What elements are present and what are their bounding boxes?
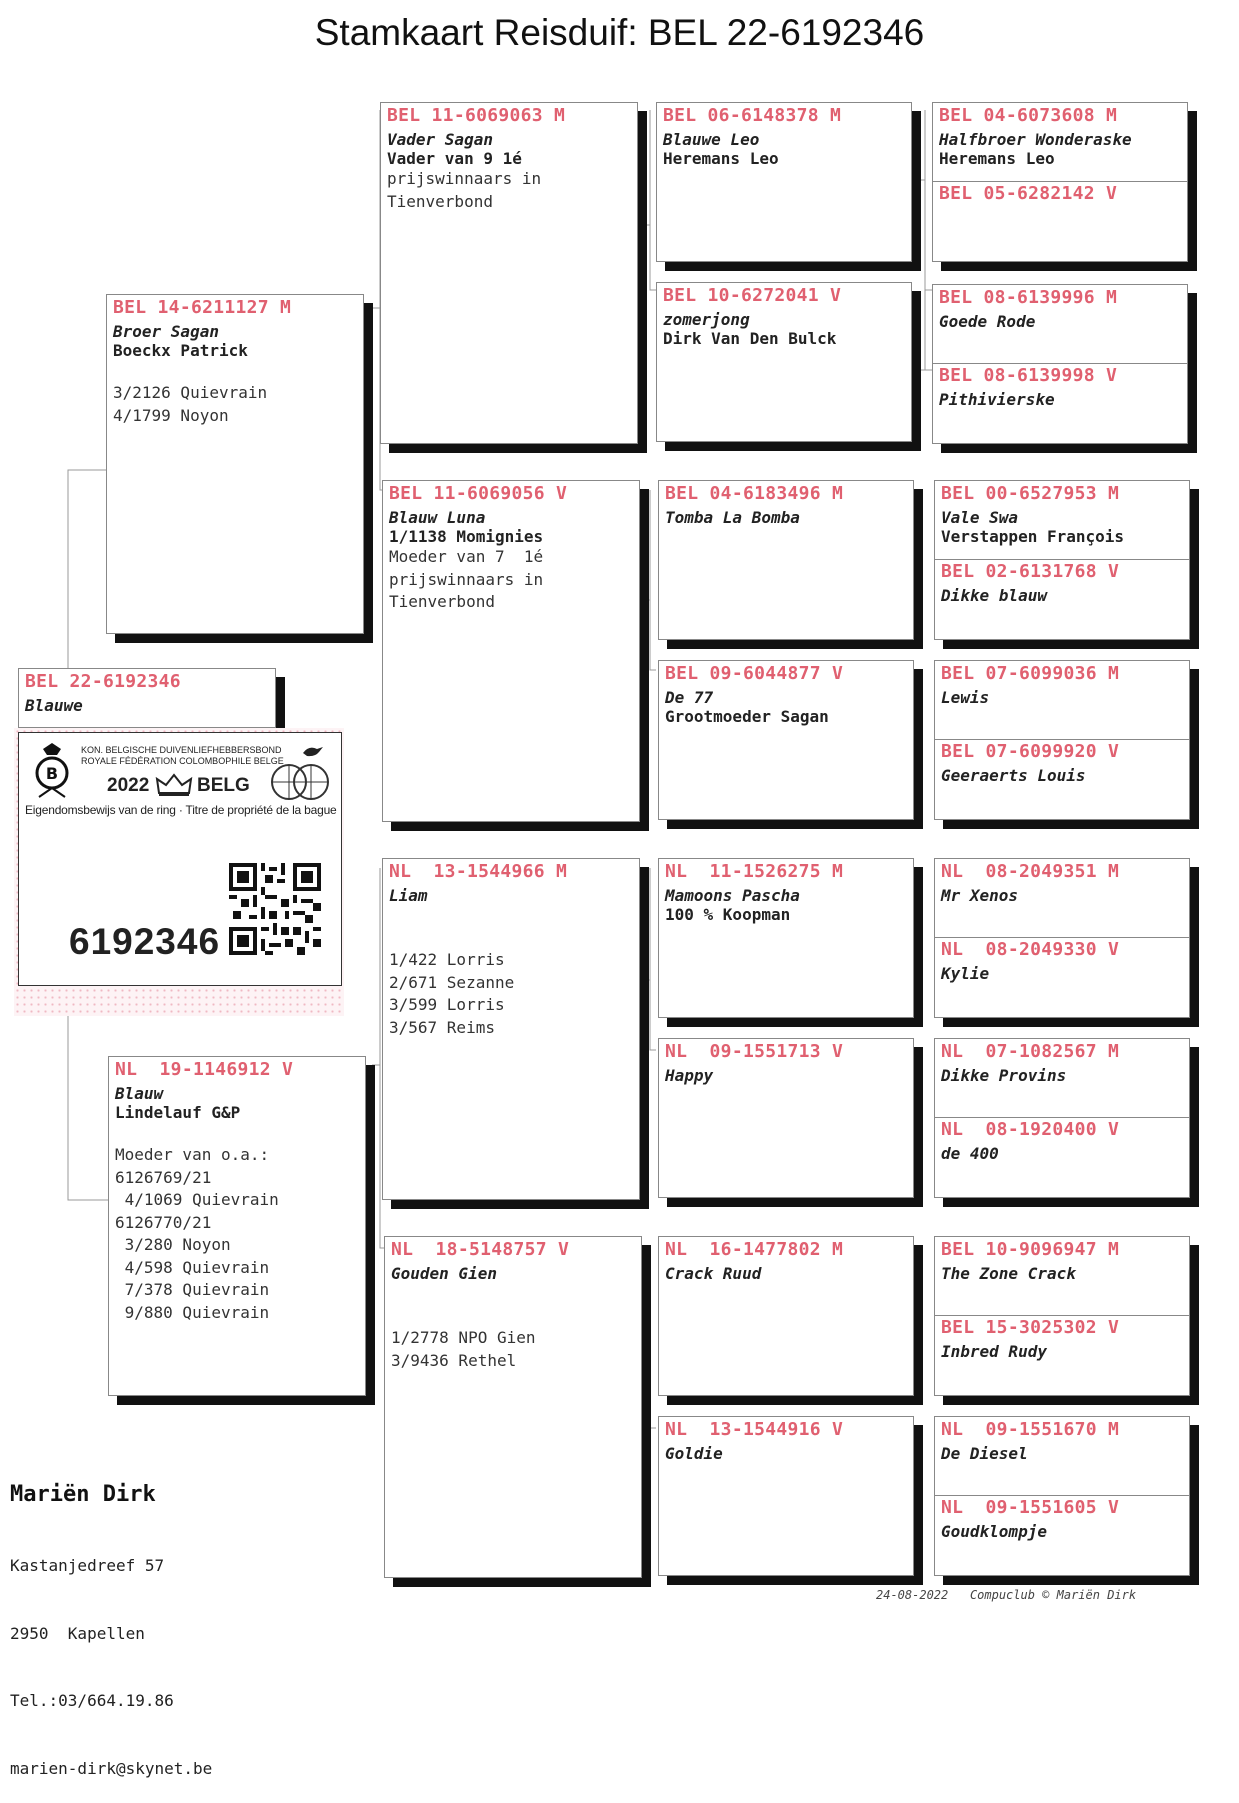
gggp-sire-name: Vale Swa (941, 508, 1019, 527)
gggp-sire-name: Mr Xenos (941, 886, 1019, 905)
grandparent-name: Vader Sagan (387, 130, 493, 149)
federation-logo-icon (31, 741, 73, 799)
ggp-line2: 100 % Koopman (665, 905, 791, 924)
ggp-ring: BEL 04-6183496 M (665, 483, 844, 504)
gggp-pair-box (934, 480, 1190, 640)
ggp-ring: BEL 10-6272041 V (663, 285, 842, 306)
gggp-dam-ring: NL 09-1551605 V (941, 1497, 1120, 1518)
ggp-name: zomerjong (663, 310, 750, 329)
dam-name: Blauw (115, 1084, 164, 1103)
gggp-pair-box (932, 284, 1188, 444)
footer (876, 1588, 1136, 1602)
gggp-sire-ring: BEL 07-6099036 M (941, 663, 1120, 684)
grandparent-box (382, 480, 640, 822)
ring-card-inner (18, 732, 342, 986)
ggp-ring: NL 11-1526275 M (665, 861, 844, 882)
great-grandparent-box (658, 660, 914, 820)
gggp-sire-ring: NL 08-2049351 M (941, 861, 1120, 882)
dam-note: 3/280 Noyon (115, 1235, 231, 1254)
grandparent-note: prijswinnaars in (387, 169, 542, 188)
page-title: Stamkaart Reisduif: BEL 22-6192346 (314, 12, 925, 53)
ggp-name: Blauwe Leo (663, 130, 760, 149)
great-grandparent-box (658, 1416, 914, 1576)
ggp-ring: BEL 06-6148378 M (663, 105, 842, 126)
gggp-sire-ring: NL 09-1551670 M (941, 1419, 1120, 1440)
grandparent-note: Moeder van 7 1é (389, 547, 544, 566)
grandparent-note: Tienverbond (389, 592, 495, 611)
gggp-dam-ring: BEL 08-6139998 V (939, 365, 1118, 386)
grandparent-ring: NL 13-1544966 M (389, 861, 568, 882)
gggp-sire-line2: Verstappen François (941, 527, 1125, 546)
dam-note: 6126770/21 (115, 1212, 212, 1232)
gggp-dam-ring: BEL 02-6131768 V (941, 561, 1120, 582)
sire-breeder: Boeckx Patrick (113, 341, 248, 360)
gggp-dam-name: Goudklompje (941, 1522, 1047, 1541)
grandparent-box (380, 102, 638, 444)
gggp-sire-ring: BEL 10-9096947 M (941, 1239, 1120, 1260)
great-grandparent-box (656, 282, 912, 442)
ring-card-subtitle: Eigendomsbewijs van de ring · Titre de propriété de la bague (25, 803, 337, 817)
ggp-line2: Heremans Leo (663, 149, 779, 168)
dam-note: 4/598 Quievrain (115, 1257, 270, 1277)
sire-result: 4/1799 Noyon (113, 405, 229, 425)
gggp-dam-ring: NL 08-2049330 V (941, 939, 1120, 960)
ggp-line2: Grootmoeder Sagan (665, 707, 829, 726)
gggp-sire-name: The Zone Crack (941, 1264, 1076, 1283)
gggp-dam-ring: NL 08-1920400 V (941, 1119, 1120, 1140)
grandparent-line2: 1/1138 Momignies (389, 527, 544, 546)
svg-text:B: B (45, 764, 59, 783)
dam-ring: NL 19-1146912 V (115, 1059, 294, 1080)
grandparent-ring: NL 18-5148757 V (391, 1239, 570, 1260)
crown-icon (155, 773, 193, 797)
dam-note: 6126769/21 (115, 1167, 212, 1187)
sire-result: 3/2126 Quievrain (113, 383, 268, 402)
owner-phone: Tel.:03/664.19.86 (10, 1691, 174, 1710)
gggp-dam-ring: BEL 07-6099920 V (941, 741, 1120, 762)
grandparent-note: prijswinnaars in (389, 569, 544, 589)
ggp-ring: BEL 09-6044877 V (665, 663, 844, 684)
gggp-pair-box (932, 102, 1188, 262)
grandparent-name: Gouden Gien (391, 1264, 497, 1283)
fci-globe-icon (269, 759, 331, 805)
gggp-pair-box (934, 858, 1190, 1018)
great-grandparent-box (656, 102, 912, 262)
gggp-sire-ring: BEL 00-6527953 M (941, 483, 1120, 504)
grandparent-note: 3/567 Reims (389, 1017, 495, 1037)
gggp-dam-name: Dikke blauw (941, 586, 1047, 605)
gggp-pair-box (934, 1236, 1190, 1396)
subject-ring: BEL 22-6192346 (25, 671, 181, 692)
dam-note: Moeder van o.a.: (115, 1145, 270, 1164)
dam-breeder: Lindelauf G&P (115, 1103, 241, 1122)
dam-box (108, 1056, 366, 1396)
grandparent-box (384, 1236, 642, 1578)
owner-address (10, 1435, 212, 1803)
ggp-name: Goldie (665, 1444, 723, 1463)
footer-date: 24-08-2022 (876, 1588, 949, 1602)
ggp-name: De 77 (665, 688, 714, 707)
gggp-dam-name (933, 204, 1187, 208)
qr-code-icon (229, 863, 321, 955)
gggp-sire-name: Halfbroer Wonderaske (939, 130, 1132, 149)
ggp-ring: NL 16-1477802 M (665, 1239, 844, 1260)
grandparent-note: 1/2778 NPO Gien (391, 1328, 536, 1347)
gggp-dam-name: Geeraerts Louis (941, 766, 1086, 785)
grandparent-name: Liam (389, 886, 428, 905)
gggp-dam-name: Kylie (941, 964, 990, 983)
ggp-name: Mamoons Pascha (665, 886, 800, 905)
gggp-sire-name: Dikke Provins (941, 1066, 1067, 1085)
subject-name: Blauwe (25, 696, 83, 715)
owner-email[interactable]: marien-dirk@skynet.be (10, 1758, 213, 1778)
ggp-name: Happy (665, 1066, 714, 1085)
great-grandparent-box (658, 858, 914, 1018)
subject-box (18, 668, 276, 728)
ring-card-country: BELG (197, 775, 250, 796)
gggp-sire-ring: BEL 08-6139996 M (939, 287, 1118, 308)
grandparent-note: 3/599 Lorris (389, 995, 505, 1014)
ggp-name: Crack Ruud (665, 1264, 762, 1283)
footer-credit: Compuclub © Mariën Dirk (969, 1588, 1137, 1602)
gggp-sire-name: Lewis (941, 688, 990, 707)
grandparent-name: Blauw Luna (389, 508, 486, 527)
pigeon-icon (301, 743, 325, 759)
ggp-name: Tomba La Bomba (665, 508, 800, 527)
dam-note: 9/880 Quievrain (115, 1302, 270, 1322)
gggp-sire-name: Goede Rode (939, 312, 1036, 331)
great-grandparent-box (658, 480, 914, 640)
ring-card-number: 6192346 (69, 921, 221, 962)
dam-note: 4/1069 Quievrain (115, 1190, 279, 1209)
gggp-dam-name: Pithivierske (939, 390, 1055, 409)
ring-card-organisation (81, 745, 284, 767)
sire-ring: BEL 14-6211127 M (113, 297, 292, 318)
gggp-dam-name: Inbred Rudy (941, 1342, 1047, 1361)
grandparent-line2: Vader van 9 1é (387, 149, 522, 168)
grandparent-ring: BEL 11-6069056 V (389, 483, 568, 504)
gggp-pair-box (934, 1038, 1190, 1198)
org-dutch: KON. BELGISCHE DUIVENLIEFHEBBERSBOND (81, 745, 282, 755)
owner-name: Mariën Dirk (10, 1482, 156, 1507)
great-grandparent-box (658, 1038, 914, 1198)
ggp-line2: Dirk Van Den Bulck (663, 329, 837, 348)
grandparent-note: 3/9436 Rethel (391, 1350, 517, 1370)
ring-ownership-card (14, 728, 344, 1016)
ring-card-year: 2022 (107, 775, 150, 796)
grandparent-note: 1/422 Lorris (389, 950, 505, 969)
grandparent-box (382, 858, 640, 1200)
grandparent-note: Tienverbond (387, 191, 493, 211)
gggp-dam-ring: BEL 05-6282142 V (939, 183, 1118, 204)
grandparent-note: 2/671 Sezanne (389, 972, 515, 992)
gggp-pair-box (934, 1416, 1190, 1576)
ggp-ring: NL 09-1551713 V (665, 1041, 844, 1062)
gggp-dam-ring: BEL 15-3025302 V (941, 1317, 1120, 1338)
gggp-pair-box (934, 660, 1190, 820)
sire-box (106, 294, 364, 634)
owner-street: Kastanjedreef 57 (10, 1556, 165, 1575)
org-french: ROYALE FÉDÉRATION COLOMBOPHILE BELGE (81, 756, 284, 766)
gggp-dam-name: de 400 (941, 1144, 999, 1163)
owner-city: 2950 Kapellen (10, 1623, 145, 1643)
sire-name: Broer Sagan (113, 322, 219, 341)
dam-note: 7/378 Quievrain (115, 1280, 270, 1299)
grandparent-ring: BEL 11-6069063 M (387, 105, 566, 126)
gggp-sire-ring: NL 07-1082567 M (941, 1041, 1120, 1062)
gggp-sire-name: De Diesel (941, 1444, 1028, 1463)
gggp-sire-line2: Heremans Leo (939, 149, 1055, 168)
gggp-sire-ring: BEL 04-6073608 M (939, 105, 1118, 126)
great-grandparent-box (658, 1236, 914, 1396)
ggp-ring: NL 13-1544916 V (665, 1419, 844, 1440)
